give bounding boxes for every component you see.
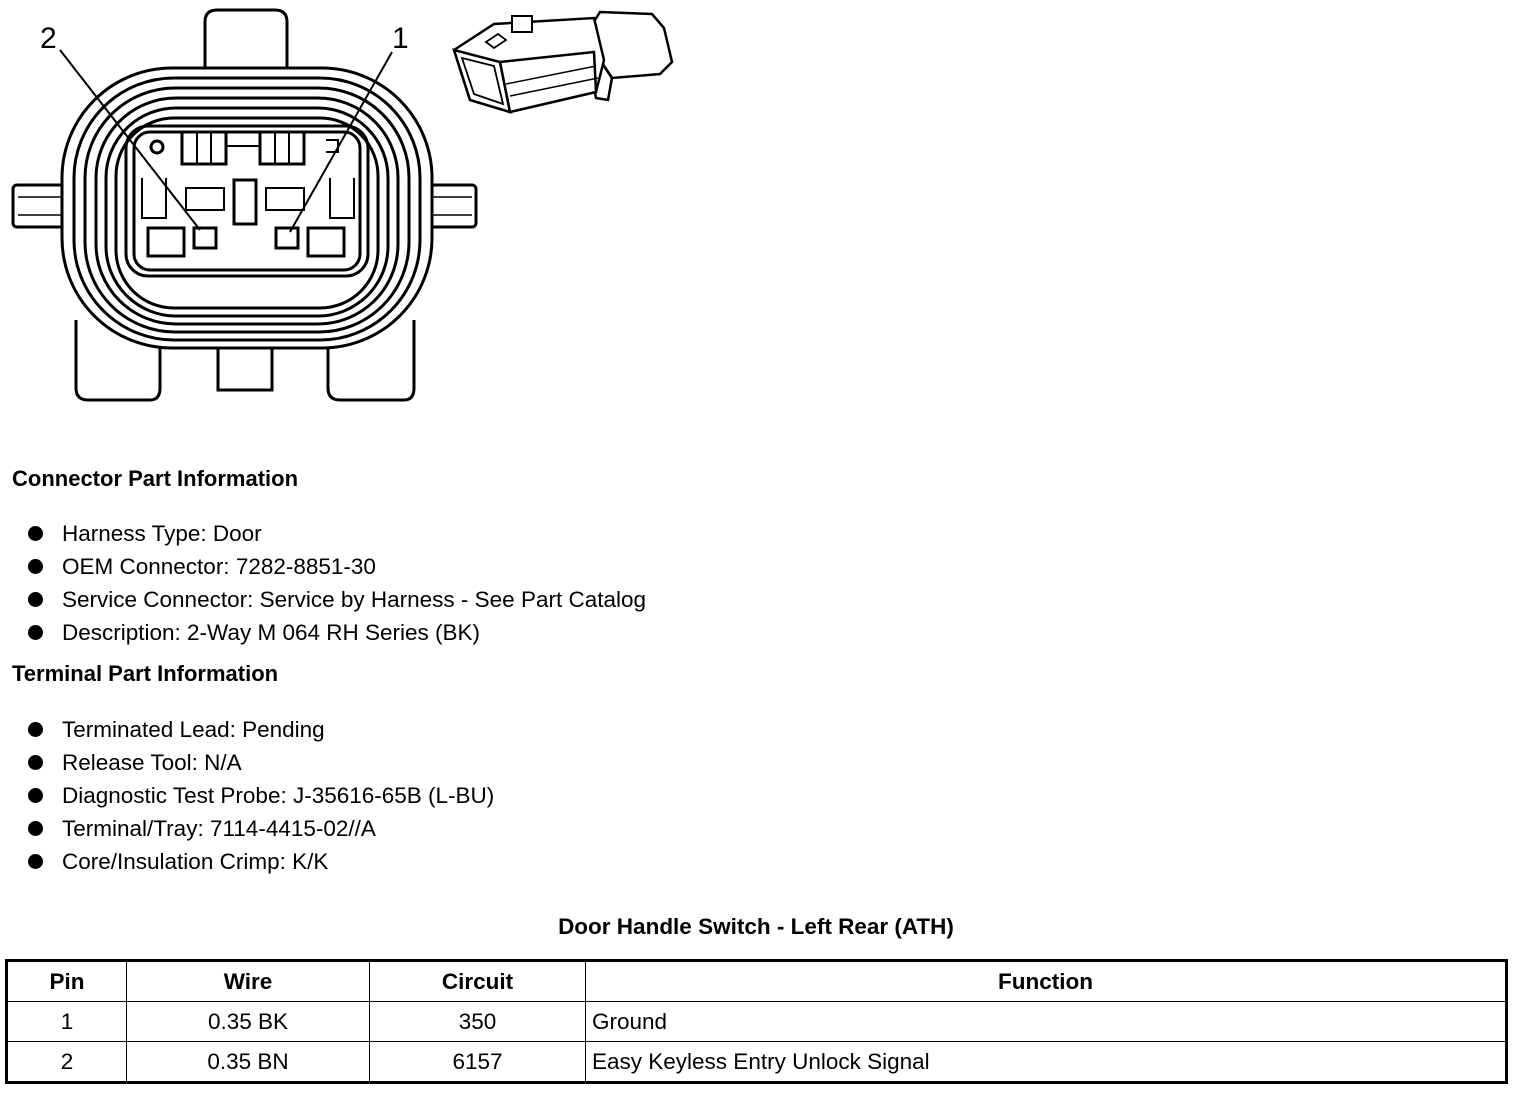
bullet-icon xyxy=(28,821,43,836)
cell-function: Ground xyxy=(586,1002,1507,1042)
bullet-icon xyxy=(28,722,43,737)
bullet-icon xyxy=(28,755,43,770)
harness-type-text: Harness Type: Door xyxy=(62,521,262,546)
list-item xyxy=(28,517,646,550)
table-row xyxy=(7,1042,1507,1083)
pin-1-callout: 1 xyxy=(392,22,409,55)
list-item xyxy=(28,616,646,649)
cell-function: Easy Keyless Entry Unlock Signal xyxy=(586,1042,1507,1083)
list-item xyxy=(28,779,494,812)
header-wire: Wire xyxy=(127,961,370,1002)
cell-pin: 1 xyxy=(7,1002,127,1042)
table-row xyxy=(7,1002,1507,1042)
connector-info-list xyxy=(28,517,646,649)
cell-circuit: 6157 xyxy=(370,1042,586,1083)
bullet-icon xyxy=(28,788,43,803)
release-tool-text: Release Tool: N/A xyxy=(62,750,242,775)
terminal-tray-text: Terminal/Tray: 7114-4415-02//A xyxy=(62,816,376,841)
pin-table xyxy=(5,959,1508,1084)
list-item xyxy=(28,583,646,616)
cell-wire: 0.35 BN xyxy=(127,1042,370,1083)
list-item xyxy=(28,550,646,583)
connector-info-heading: Connector Part Information xyxy=(12,466,299,491)
bullet-icon xyxy=(28,854,43,869)
connector-diagram xyxy=(0,0,700,420)
terminal-info-heading: Terminal Part Information xyxy=(12,661,279,686)
list-item xyxy=(28,845,494,878)
header-function: Function xyxy=(586,961,1507,1002)
crimp-text: Core/Insulation Crimp: K/K xyxy=(62,849,329,874)
list-item xyxy=(28,746,494,779)
header-circuit: Circuit xyxy=(370,961,586,1002)
bullet-icon xyxy=(28,592,43,607)
description-text: Description: 2-Way M 064 RH Series (BK) xyxy=(62,620,481,645)
cell-circuit: 350 xyxy=(370,1002,586,1042)
pin-table-title: Door Handle Switch - Left Rear (ATH) xyxy=(558,914,954,939)
list-item xyxy=(28,812,494,845)
table-header-row xyxy=(7,961,1507,1002)
pin-2-callout: 2 xyxy=(40,22,57,55)
cell-pin: 2 xyxy=(7,1042,127,1083)
test-probe-text: Diagnostic Test Probe: J-35616-65B (L-BU) xyxy=(62,783,495,808)
bullet-icon xyxy=(28,526,43,541)
terminal-info-list xyxy=(28,713,494,878)
terminated-lead-text: Terminated Lead: Pending xyxy=(62,717,325,742)
connector-face-drawing xyxy=(0,0,700,420)
service-connector-text: Service Connector: Service by Harness - See Part Catalog xyxy=(62,587,647,612)
bullet-icon xyxy=(28,625,43,640)
oem-connector-text: OEM Connector: 7282-8851-30 xyxy=(62,554,376,579)
bullet-icon xyxy=(28,559,43,574)
header-pin: Pin xyxy=(7,961,127,1002)
cell-wire: 0.35 BK xyxy=(127,1002,370,1042)
list-item xyxy=(28,713,494,746)
